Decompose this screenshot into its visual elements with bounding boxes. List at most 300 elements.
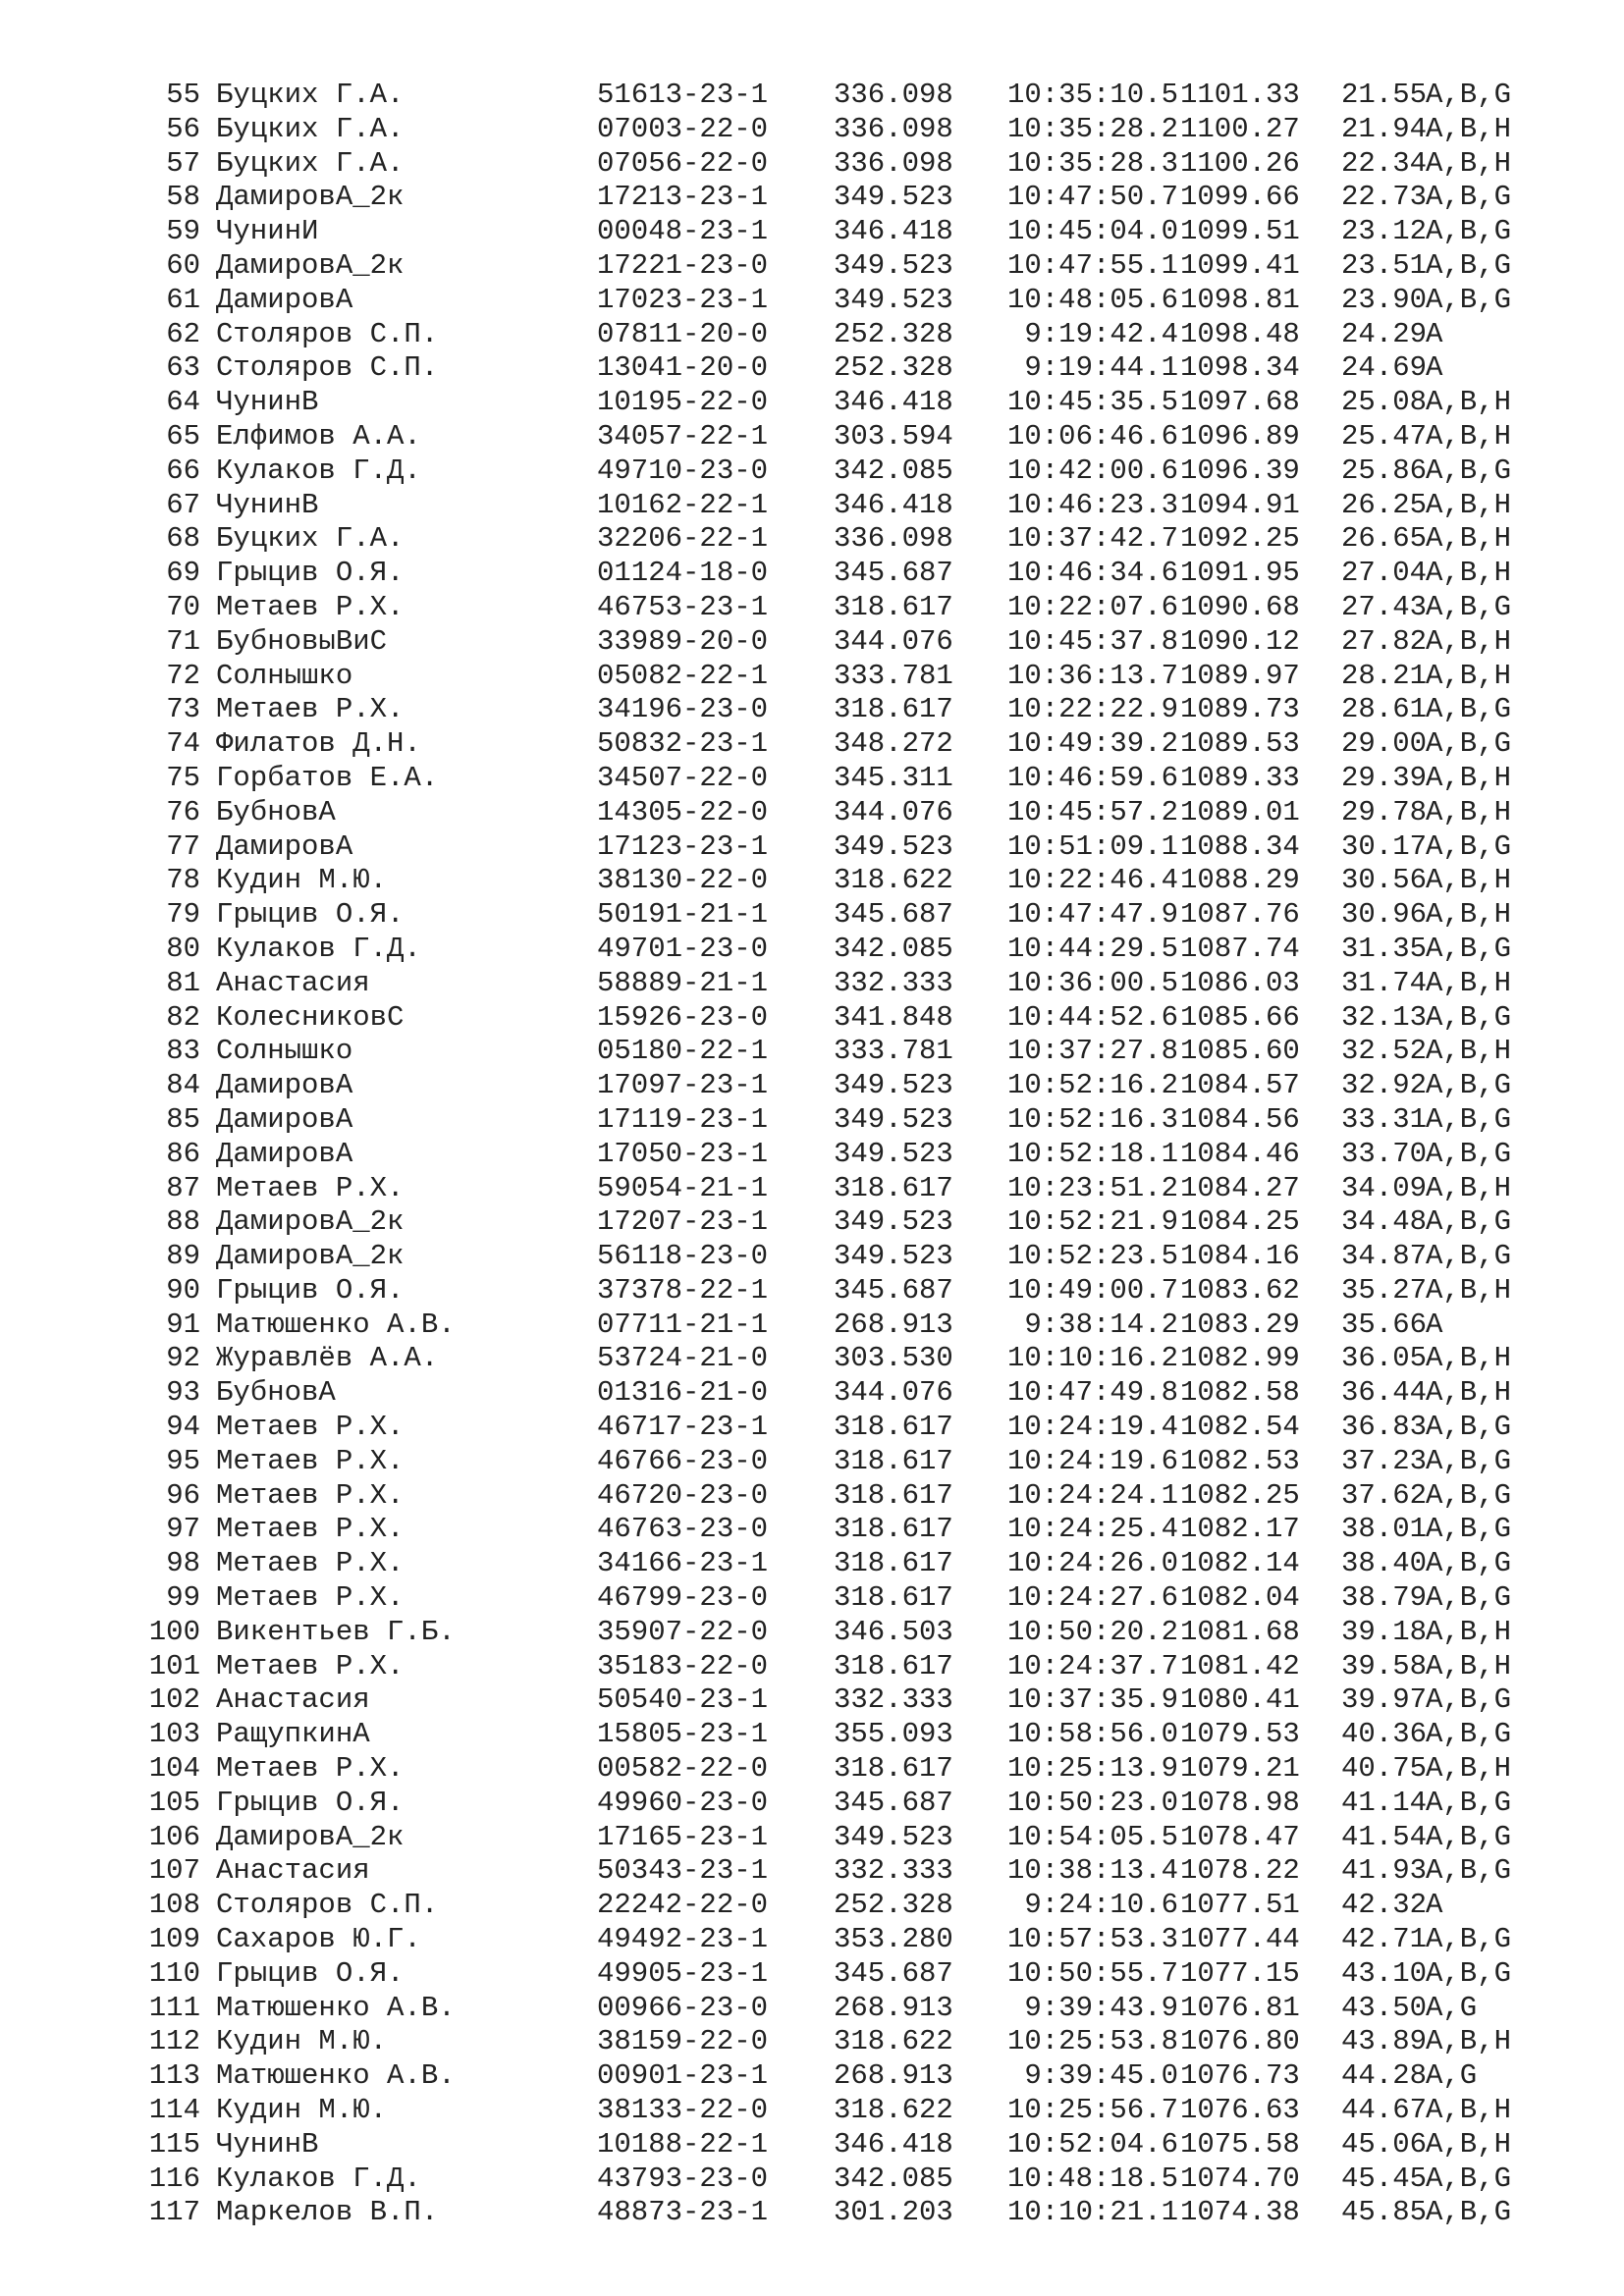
distance-cell: 349.523 bbox=[834, 1137, 953, 1170]
classes-cell: A,B,H bbox=[1426, 795, 1512, 828]
classes-cell: A,B,H bbox=[1426, 624, 1512, 658]
points-cell: 27.82 bbox=[1341, 624, 1428, 658]
distance-cell: 344.076 bbox=[834, 624, 953, 658]
ring-number-cell: 53724-21-0 bbox=[597, 1342, 769, 1375]
points-cell: 25.08 bbox=[1341, 386, 1428, 419]
classes-cell: A,B,H bbox=[1426, 2025, 1512, 2058]
distance-cell: 252.328 bbox=[834, 317, 953, 350]
distance-cell: 349.523 bbox=[834, 1205, 953, 1239]
fancier-name-cell: Солнышко bbox=[216, 659, 353, 692]
classes-cell: A,B,G bbox=[1426, 1444, 1512, 1477]
fancier-name-cell: ЧунинИ bbox=[216, 215, 319, 248]
points-cell: 32.13 bbox=[1341, 1000, 1428, 1034]
table-row bbox=[0, 1547, 1624, 1581]
speed-cell: 1077.15 bbox=[1180, 1956, 1300, 1990]
points-cell: 45.06 bbox=[1341, 2127, 1428, 2161]
fancier-name-cell: БубновыВиС bbox=[216, 624, 388, 658]
speed-cell: 1082.14 bbox=[1180, 1547, 1300, 1580]
distance-cell: 252.328 bbox=[834, 351, 953, 385]
position-cell: 74 bbox=[166, 727, 200, 761]
points-cell: 25.47 bbox=[1341, 419, 1428, 453]
table-row bbox=[0, 1992, 1624, 2026]
fancier-name-cell: Буцких Г.А. bbox=[216, 79, 405, 111]
classes-cell: A bbox=[1426, 351, 1443, 385]
fancier-name-cell: Метаев Р.Х. bbox=[216, 1513, 405, 1546]
speed-cell: 1083.62 bbox=[1180, 1273, 1300, 1307]
classes-cell: A,B,H bbox=[1426, 557, 1512, 590]
fancier-name-cell: Сахаров Ю.Г. bbox=[216, 1923, 421, 1956]
speed-cell: 1079.21 bbox=[1180, 1752, 1300, 1786]
position-cell: 58 bbox=[166, 181, 200, 214]
table-row bbox=[0, 1787, 1624, 1821]
fancier-name-cell: Журавлёв А.А. bbox=[216, 1342, 439, 1375]
arrival-time-cell: 9:19:44.1 bbox=[1024, 351, 1178, 385]
classes-cell: A,B,G bbox=[1426, 2162, 1512, 2195]
fancier-name-cell: Кудин М.Ю. bbox=[216, 2025, 388, 2058]
fancier-name-cell: ДамировА_2к bbox=[216, 181, 405, 214]
table-row bbox=[0, 2094, 1624, 2128]
points-cell: 30.17 bbox=[1341, 829, 1428, 863]
position-cell: 78 bbox=[166, 864, 200, 897]
fancier-name-cell: ДамировА bbox=[216, 1069, 353, 1102]
table-row bbox=[0, 2128, 1624, 2163]
classes-cell: A,B,G bbox=[1426, 1478, 1512, 1512]
distance-cell: 349.523 bbox=[834, 1069, 953, 1102]
classes-cell: A,B,G bbox=[1426, 1923, 1512, 1956]
position-cell: 115 bbox=[148, 2127, 200, 2161]
speed-cell: 1087.76 bbox=[1180, 898, 1300, 932]
position-cell: 64 bbox=[166, 386, 200, 419]
arrival-time-cell: 10:25:56.7 bbox=[1006, 2094, 1178, 2127]
distance-cell: 342.085 bbox=[834, 2162, 953, 2195]
fancier-name-cell: Викентьев Г.Б. bbox=[216, 1615, 456, 1648]
ring-number-cell: 50540-23-1 bbox=[597, 1683, 769, 1717]
classes-cell: A,B,G bbox=[1426, 1102, 1512, 1136]
table-row bbox=[0, 351, 1624, 386]
points-cell: 41.14 bbox=[1341, 1786, 1428, 1819]
position-cell: 97 bbox=[166, 1513, 200, 1546]
position-cell: 67 bbox=[166, 488, 200, 521]
distance-cell: 349.523 bbox=[834, 1820, 953, 1853]
distance-cell: 318.617 bbox=[834, 693, 953, 726]
table-row bbox=[0, 1923, 1624, 1957]
ring-number-cell: 38159-22-0 bbox=[597, 2025, 769, 2058]
classes-cell: A,B,H bbox=[1426, 966, 1512, 999]
position-cell: 70 bbox=[166, 590, 200, 623]
fancier-name-cell: Кудин М.Ю. bbox=[216, 2094, 388, 2127]
speed-cell: 1096.39 bbox=[1180, 454, 1300, 487]
speed-cell: 1084.46 bbox=[1180, 1137, 1300, 1170]
position-cell: 90 bbox=[166, 1273, 200, 1307]
distance-cell: 349.523 bbox=[834, 181, 953, 214]
ring-number-cell: 59054-21-1 bbox=[597, 1171, 769, 1204]
distance-cell: 318.617 bbox=[834, 590, 953, 623]
table-row bbox=[0, 762, 1624, 796]
table-row bbox=[0, 1069, 1624, 1103]
arrival-time-cell: 10:24:24.1 bbox=[1006, 1478, 1178, 1512]
fancier-name-cell: Матюшенко А.В. bbox=[216, 1308, 456, 1341]
position-cell: 66 bbox=[166, 454, 200, 487]
table-row bbox=[0, 215, 1624, 249]
position-cell: 56 bbox=[166, 112, 200, 145]
speed-cell: 1089.73 bbox=[1180, 693, 1300, 726]
speed-cell: 1099.66 bbox=[1180, 181, 1300, 214]
classes-cell: A,B,G bbox=[1426, 1547, 1512, 1580]
speed-cell: 1085.66 bbox=[1180, 1000, 1300, 1034]
classes-cell: A,B,H bbox=[1426, 1376, 1512, 1410]
arrival-time-cell: 10:50:55.7 bbox=[1006, 1956, 1178, 1990]
distance-cell: 318.617 bbox=[834, 1478, 953, 1512]
ring-number-cell: 46799-23-0 bbox=[597, 1581, 769, 1615]
speed-cell: 1083.29 bbox=[1180, 1308, 1300, 1341]
points-cell: 36.44 bbox=[1341, 1376, 1428, 1410]
position-cell: 102 bbox=[148, 1683, 200, 1717]
arrival-time-cell: 10:35:10.5 bbox=[1006, 79, 1178, 111]
fancier-name-cell: Метаев Р.Х. bbox=[216, 1752, 405, 1786]
points-cell: 42.71 bbox=[1341, 1923, 1428, 1956]
arrival-time-cell: 10:22:22.9 bbox=[1006, 693, 1178, 726]
points-cell: 28.21 bbox=[1341, 659, 1428, 692]
classes-cell: A,B,H bbox=[1426, 1273, 1512, 1307]
position-cell: 86 bbox=[166, 1137, 200, 1170]
points-cell: 27.04 bbox=[1341, 557, 1428, 590]
arrival-time-cell: 10:10:16.2 bbox=[1006, 1342, 1178, 1375]
ring-number-cell: 07811-20-0 bbox=[597, 317, 769, 350]
position-cell: 104 bbox=[148, 1752, 200, 1786]
arrival-time-cell: 10:22:46.4 bbox=[1006, 864, 1178, 897]
position-cell: 57 bbox=[166, 146, 200, 180]
classes-cell: A,B,H bbox=[1426, 1171, 1512, 1204]
points-cell: 21.55 bbox=[1341, 79, 1428, 111]
points-cell: 21.94 bbox=[1341, 112, 1428, 145]
speed-cell: 1091.95 bbox=[1180, 557, 1300, 590]
fancier-name-cell: Матюшенко А.В. bbox=[216, 2059, 456, 2093]
position-cell: 59 bbox=[166, 215, 200, 248]
speed-cell: 1082.99 bbox=[1180, 1342, 1300, 1375]
fancier-name-cell: ЧунинВ bbox=[216, 488, 319, 521]
classes-cell: A,B,G bbox=[1426, 1854, 1512, 1888]
table-row bbox=[0, 1445, 1624, 1479]
position-cell: 72 bbox=[166, 659, 200, 692]
distance-cell: 336.098 bbox=[834, 146, 953, 180]
arrival-time-cell: 10:37:27.8 bbox=[1006, 1035, 1178, 1068]
table-row bbox=[0, 454, 1624, 489]
classes-cell: A,B,H bbox=[1426, 522, 1512, 556]
arrival-time-cell: 10:25:53.8 bbox=[1006, 2025, 1178, 2058]
ring-number-cell: 05082-22-1 bbox=[597, 659, 769, 692]
position-cell: 96 bbox=[166, 1478, 200, 1512]
ring-number-cell: 50191-21-1 bbox=[597, 898, 769, 932]
speed-cell: 1076.73 bbox=[1180, 2059, 1300, 2093]
speed-cell: 1077.51 bbox=[1180, 1889, 1300, 1922]
fancier-name-cell: Метаев Р.Х. bbox=[216, 1444, 405, 1477]
points-cell: 43.89 bbox=[1341, 2025, 1428, 2058]
position-cell: 98 bbox=[166, 1547, 200, 1580]
fancier-name-cell: Буцких Г.А. bbox=[216, 146, 405, 180]
position-cell: 111 bbox=[148, 1991, 200, 2024]
speed-cell: 1076.81 bbox=[1180, 1991, 1300, 2024]
points-cell: 36.05 bbox=[1341, 1342, 1428, 1375]
table-row bbox=[0, 1479, 1624, 1514]
distance-cell: 332.333 bbox=[834, 1683, 953, 1717]
points-cell: 39.18 bbox=[1341, 1615, 1428, 1648]
speed-cell: 1096.89 bbox=[1180, 419, 1300, 453]
distance-cell: 346.503 bbox=[834, 1615, 953, 1648]
ring-number-cell: 13041-20-0 bbox=[597, 351, 769, 385]
speed-cell: 1089.97 bbox=[1180, 659, 1300, 692]
arrival-time-cell: 9:19:42.4 bbox=[1024, 317, 1178, 350]
table-row bbox=[0, 898, 1624, 933]
fancier-name-cell: Кулаков Г.Д. bbox=[216, 454, 421, 487]
classes-cell: A bbox=[1426, 317, 1443, 350]
points-cell: 22.73 bbox=[1341, 181, 1428, 214]
speed-cell: 1079.53 bbox=[1180, 1718, 1300, 1751]
distance-cell: 345.687 bbox=[834, 1786, 953, 1819]
points-cell: 29.78 bbox=[1341, 795, 1428, 828]
table-row bbox=[0, 1172, 1624, 1206]
speed-cell: 1084.57 bbox=[1180, 1069, 1300, 1102]
ring-number-cell: 56118-23-0 bbox=[597, 1240, 769, 1273]
points-cell: 26.25 bbox=[1341, 488, 1428, 521]
fancier-name-cell: КолесниковС bbox=[216, 1000, 405, 1034]
fancier-name-cell: ДамировА_2к bbox=[216, 248, 405, 282]
classes-cell: A,B,H bbox=[1426, 112, 1512, 145]
points-cell: 45.45 bbox=[1341, 2162, 1428, 2195]
ring-number-cell: 01316-21-0 bbox=[597, 1376, 769, 1410]
table-row bbox=[0, 249, 1624, 284]
distance-cell: 336.098 bbox=[834, 112, 953, 145]
speed-cell: 1074.38 bbox=[1180, 2196, 1300, 2229]
ring-number-cell: 46753-23-1 bbox=[597, 590, 769, 623]
points-cell: 29.00 bbox=[1341, 727, 1428, 761]
ring-number-cell: 43793-23-0 bbox=[597, 2162, 769, 2195]
ring-number-cell: 10195-22-0 bbox=[597, 386, 769, 419]
table-row bbox=[0, 864, 1624, 898]
points-cell: 39.97 bbox=[1341, 1683, 1428, 1717]
distance-cell: 345.311 bbox=[834, 761, 953, 794]
ring-number-cell: 49710-23-0 bbox=[597, 454, 769, 487]
ring-number-cell: 07711-21-1 bbox=[597, 1308, 769, 1341]
position-cell: 62 bbox=[166, 317, 200, 350]
table-row bbox=[0, 420, 1624, 454]
position-cell: 55 bbox=[166, 79, 200, 111]
ring-number-cell: 17165-23-1 bbox=[597, 1820, 769, 1853]
classes-cell: A,B,G bbox=[1426, 283, 1512, 316]
speed-cell: 1082.54 bbox=[1180, 1411, 1300, 1444]
position-cell: 83 bbox=[166, 1035, 200, 1068]
ring-number-cell: 46720-23-0 bbox=[597, 1478, 769, 1512]
points-cell: 41.93 bbox=[1341, 1854, 1428, 1888]
ring-number-cell: 10188-22-1 bbox=[597, 2127, 769, 2161]
position-cell: 93 bbox=[166, 1376, 200, 1410]
ring-number-cell: 46766-23-0 bbox=[597, 1444, 769, 1477]
position-cell: 79 bbox=[166, 898, 200, 932]
position-cell: 73 bbox=[166, 693, 200, 726]
position-cell: 94 bbox=[166, 1411, 200, 1444]
fancier-name-cell: Столяров С.П. bbox=[216, 351, 439, 385]
arrival-time-cell: 10:51:09.1 bbox=[1006, 829, 1178, 863]
classes-cell: A,B,G bbox=[1426, 1069, 1512, 1102]
classes-cell: A,G bbox=[1426, 2059, 1478, 2093]
classes-cell: A,B,H bbox=[1426, 659, 1512, 692]
points-cell: 39.58 bbox=[1341, 1649, 1428, 1682]
points-cell: 31.74 bbox=[1341, 966, 1428, 999]
position-cell: 63 bbox=[166, 351, 200, 385]
classes-cell: A,B,G bbox=[1426, 590, 1512, 623]
distance-cell: 346.418 bbox=[834, 2127, 953, 2161]
fancier-name-cell: Анастасия bbox=[216, 1683, 370, 1717]
distance-cell: 353.280 bbox=[834, 1923, 953, 1956]
table-row bbox=[0, 147, 1624, 182]
fancier-name-cell: Метаев Р.Х. bbox=[216, 1171, 405, 1204]
classes-cell: A,B,G bbox=[1426, 1513, 1512, 1546]
points-cell: 25.86 bbox=[1341, 454, 1428, 487]
points-cell: 38.01 bbox=[1341, 1513, 1428, 1546]
speed-cell: 1097.68 bbox=[1180, 386, 1300, 419]
distance-cell: 336.098 bbox=[834, 79, 953, 111]
classes-cell: A,B,H bbox=[1426, 488, 1512, 521]
speed-cell: 1094.91 bbox=[1180, 488, 1300, 521]
points-cell: 33.31 bbox=[1341, 1102, 1428, 1136]
ring-number-cell: 00048-23-1 bbox=[597, 215, 769, 248]
table-row bbox=[0, 113, 1624, 147]
ring-number-cell: 33989-20-0 bbox=[597, 624, 769, 658]
speed-cell: 1082.58 bbox=[1180, 1376, 1300, 1410]
arrival-time-cell: 10:37:35.9 bbox=[1006, 1683, 1178, 1717]
points-cell: 23.12 bbox=[1341, 215, 1428, 248]
points-cell: 32.52 bbox=[1341, 1035, 1428, 1068]
position-cell: 68 bbox=[166, 522, 200, 556]
arrival-time-cell: 10:44:52.6 bbox=[1006, 1000, 1178, 1034]
distance-cell: 268.913 bbox=[834, 2059, 953, 2093]
ring-number-cell: 49960-23-0 bbox=[597, 1786, 769, 1819]
speed-cell: 1075.58 bbox=[1180, 2127, 1300, 2161]
distance-cell: 336.098 bbox=[834, 522, 953, 556]
fancier-name-cell: Маркелов В.П. bbox=[216, 2196, 439, 2229]
classes-cell: A,B,G bbox=[1426, 1137, 1512, 1170]
position-cell: 107 bbox=[148, 1854, 200, 1888]
position-cell: 87 bbox=[166, 1171, 200, 1204]
arrival-time-cell: 9:38:14.2 bbox=[1024, 1308, 1178, 1341]
table-row bbox=[0, 2196, 1624, 2230]
arrival-time-cell: 10:24:27.6 bbox=[1006, 1581, 1178, 1615]
ring-number-cell: 14305-22-0 bbox=[597, 795, 769, 828]
table-row bbox=[0, 1821, 1624, 1855]
speed-cell: 1081.68 bbox=[1180, 1615, 1300, 1648]
ring-number-cell: 00966-23-0 bbox=[597, 1991, 769, 2024]
ring-number-cell: 35907-22-0 bbox=[597, 1615, 769, 1648]
speed-cell: 1086.03 bbox=[1180, 966, 1300, 999]
fancier-name-cell: ДамировА bbox=[216, 1102, 353, 1136]
distance-cell: 349.523 bbox=[834, 829, 953, 863]
ring-number-cell: 22242-22-0 bbox=[597, 1889, 769, 1922]
position-cell: 61 bbox=[166, 283, 200, 316]
arrival-time-cell: 10:46:23.3 bbox=[1006, 488, 1178, 521]
ring-number-cell: 34166-23-1 bbox=[597, 1547, 769, 1580]
fancier-name-cell: Анастасия bbox=[216, 1854, 370, 1888]
arrival-time-cell: 10:52:21.9 bbox=[1006, 1205, 1178, 1239]
arrival-time-cell: 10:24:19.4 bbox=[1006, 1411, 1178, 1444]
speed-cell: 1077.44 bbox=[1180, 1923, 1300, 1956]
points-cell: 43.50 bbox=[1341, 1991, 1428, 2024]
arrival-time-cell: 10:24:26.0 bbox=[1006, 1547, 1178, 1580]
distance-cell: 344.076 bbox=[834, 1376, 953, 1410]
classes-cell: A,B,G bbox=[1426, 1956, 1512, 1990]
position-cell: 69 bbox=[166, 557, 200, 590]
points-cell: 38.79 bbox=[1341, 1581, 1428, 1615]
distance-cell: 318.617 bbox=[834, 1581, 953, 1615]
points-cell: 34.48 bbox=[1341, 1205, 1428, 1239]
distance-cell: 318.617 bbox=[834, 1171, 953, 1204]
arrival-time-cell: 10:47:49.8 bbox=[1006, 1376, 1178, 1410]
ring-number-cell: 17207-23-1 bbox=[597, 1205, 769, 1239]
points-cell: 30.56 bbox=[1341, 864, 1428, 897]
distance-cell: 349.523 bbox=[834, 248, 953, 282]
position-cell: 112 bbox=[148, 2025, 200, 2058]
table-row bbox=[0, 1205, 1624, 1240]
points-cell: 24.69 bbox=[1341, 351, 1428, 385]
speed-cell: 1099.51 bbox=[1180, 215, 1300, 248]
points-cell: 40.75 bbox=[1341, 1752, 1428, 1786]
arrival-time-cell: 10:37:42.7 bbox=[1006, 522, 1178, 556]
speed-cell: 1080.41 bbox=[1180, 1683, 1300, 1717]
arrival-time-cell: 10:52:04.6 bbox=[1006, 2127, 1178, 2161]
speed-cell: 1084.16 bbox=[1180, 1240, 1300, 1273]
arrival-time-cell: 10:48:18.5 bbox=[1006, 2162, 1178, 2195]
classes-cell: A,B,G bbox=[1426, 829, 1512, 863]
table-row bbox=[0, 1854, 1624, 1889]
table-row bbox=[0, 318, 1624, 352]
points-cell: 37.62 bbox=[1341, 1478, 1428, 1512]
points-cell: 44.28 bbox=[1341, 2059, 1428, 2093]
arrival-time-cell: 10:52:16.2 bbox=[1006, 1069, 1178, 1102]
distance-cell: 318.617 bbox=[834, 1649, 953, 1682]
speed-cell: 1076.80 bbox=[1180, 2025, 1300, 2058]
table-row bbox=[0, 489, 1624, 523]
fancier-name-cell: Метаев Р.Х. bbox=[216, 1478, 405, 1512]
points-cell: 27.43 bbox=[1341, 590, 1428, 623]
points-cell: 26.65 bbox=[1341, 522, 1428, 556]
classes-cell: A,B,G bbox=[1426, 1718, 1512, 1751]
ring-number-cell: 05180-22-1 bbox=[597, 1035, 769, 1068]
speed-cell: 1098.81 bbox=[1180, 283, 1300, 316]
speed-cell: 1099.41 bbox=[1180, 248, 1300, 282]
distance-cell: 301.203 bbox=[834, 2196, 953, 2229]
table-row bbox=[0, 967, 1624, 1001]
speed-cell: 1084.27 bbox=[1180, 1171, 1300, 1204]
arrival-time-cell: 10:54:05.5 bbox=[1006, 1820, 1178, 1853]
ring-number-cell: 17123-23-1 bbox=[597, 829, 769, 863]
points-cell: 42.32 bbox=[1341, 1889, 1428, 1922]
fancier-name-cell: Кулаков Г.Д. bbox=[216, 932, 421, 965]
arrival-time-cell: 10:58:56.0 bbox=[1006, 1718, 1178, 1751]
ring-number-cell: 07056-22-0 bbox=[597, 146, 769, 180]
fancier-name-cell: Метаев Р.Х. bbox=[216, 590, 405, 623]
ring-number-cell: 51613-23-1 bbox=[597, 79, 769, 111]
fancier-name-cell: ДамировА_2к bbox=[216, 1240, 405, 1273]
distance-cell: 345.687 bbox=[834, 1956, 953, 1990]
ring-number-cell: 46717-23-1 bbox=[597, 1411, 769, 1444]
position-cell: 101 bbox=[148, 1649, 200, 1682]
classes-cell: A,B,G bbox=[1426, 1205, 1512, 1239]
fancier-name-cell: ДамировА bbox=[216, 1137, 353, 1170]
distance-cell: 333.781 bbox=[834, 1035, 953, 1068]
table-row bbox=[0, 1889, 1624, 1923]
ring-number-cell: 15926-23-0 bbox=[597, 1000, 769, 1034]
points-cell: 30.96 bbox=[1341, 898, 1428, 932]
ring-number-cell: 17050-23-1 bbox=[597, 1137, 769, 1170]
table-row bbox=[0, 2059, 1624, 2094]
